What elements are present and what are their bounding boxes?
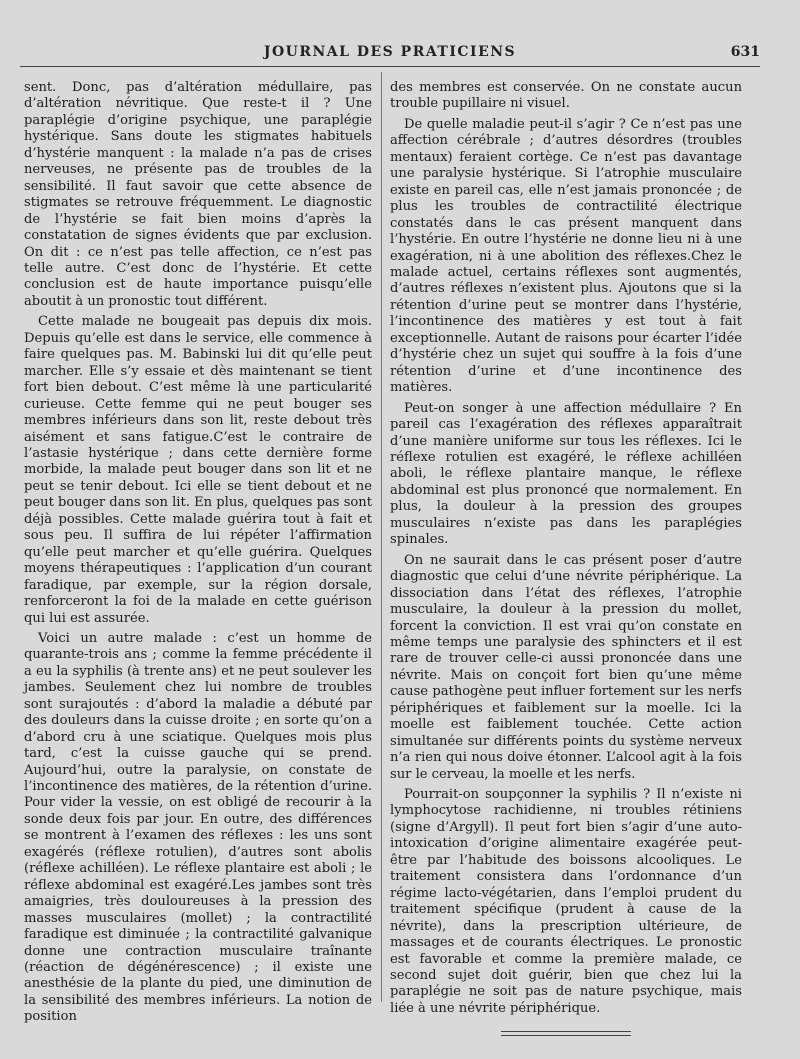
page-header xyxy=(20,44,760,67)
journal-title: JOURNAL DES PRATICIENS xyxy=(263,44,517,60)
paragraph: Peut-on songer à une affection médullaire ? En pareil cas l’exagération des réflexes apparaîtrait d’une manière uniforme sur tous les réflexes. Ici le réflexe rotulien est exagéré, le réflexe achilléen aboli, le réflexe plantaire manque, le réflexe abdominal est plus prononcé que normalement. En plus, la douleur à la pression des groupes musculaires n’existe pas dans les paraplégies spinales. xyxy=(390,400,742,548)
end-of-article-rule xyxy=(501,1031,631,1036)
page-number: 631 xyxy=(730,44,760,60)
paragraph: Cette malade ne bougeait pas depuis dix mois. Depuis qu’elle est dans le service, elle commence à faire quelques pas. M. Babinski lui dit qu’elle peut marcher. Elle s’y essaie et dès maintenant se tient fort bien debout. C’est même là une particularité curieuse. Cette femme qui ne peut bouger ses membres inférieurs dans son lit, reste debout très aisément et sans fatigue.C’est le contraire de l’astasie hystérique ; dans cette dernière forme morbide, la malade peut bouger dans son lit et ne peut se tenir debout. Ici elle se tient debout et ne peut bouger dans son lit. En plus, quelques pas sont déjà possibles. Cette malade guérira tout à fait et sous peu. Il suffira de lui répéter l’affirmation qu’elle peut marcher et qu’elle guérira. Quelques moyens thérapeutiques : l’application d’un courant faradique, par exemple, sur la région dorsale, renforceront la foi de la malade en cette guérison qui lui est assurée. xyxy=(24,314,372,626)
column-divider xyxy=(381,72,382,1002)
paragraph: des membres est conservée. On ne constate aucun trouble pupillaire ni visuel. xyxy=(390,80,742,112)
paragraph: Pourrait-on soupçonner la syphilis ? Il n’existe ni lymphocytose rachidienne, ni troubles rétiniens (signe d’Argyll). Il peut fort bien s’agir d’une auto-intoxication d’origine alimentaire exagérée peut-être par l’habitude des boissons alcooliques. Le traitement consistera dans l’ordonnance d’un régime lacto-végétarien, dans l’emploi prudent du traitement spécifique (prudent à cause de la névrite), dans la prescription ultérieure, de massages et de courants électriques. Le pronostic est favorable et comme la première malade, ce second sujet doit guérir, bien que chez lui la paraplégie ne soit pas de nature psychique, mais liée à une névrite périphérique. xyxy=(390,787,742,1016)
paragraph: De quelle maladie peut-il s’agir ? Ce n’est pas une affection cérébrale ; d’autres désordres (troubles mentaux) feraient cortège. Ce n’est pas davantage une paralysie hystérique. Si l’atrophie musculaire existe en pareil cas, elle n’est jamais prononcée ; de plus les troubles de contractilité électrique constatés dans le cas présent manquent dans l’hystérie. En outre l’hystérie ne donne lieu ni à une exagération, ni à une abolition des réflexes.Chez le malade actuel, certains réflexes sont augmentés, d’autres réflexes n’existent plus. Ajoutons que si la rétention d’urine peut se montrer dans l’hystérie, l’incontinence des matières y est tout à fait exceptionnelle. Autant de raisons pour écarter l’idée d’hystérie chez un sujet qui souffre à la fois d’une rétention d’urine et d’une incontinence des matières. xyxy=(390,116,742,396)
paragraph: Voici un autre malade : c’est un homme de quarante-trois ans ; comme la femme précédente il a eu la syphilis (à trente ans) et ne peut soulever les jambes. Seulement chez lui nombre de troubles sont surajoutés : d’abord la maladie a débuté par des douleurs dans la cuisse droite ; en sorte qu’on a d’abord cru à une sciatique. Quelques mois plus tard, c’est la cuisse gauche qui se prend. Aujourd’hui, outre la paralysie, on constate de l’incontinence des matières, de la rétention d’urine. Pour vider la vessie, on est obligé de recourir à la sonde deux fois par jour. En outre, des différences se montrent à l’examen des réflexes : les uns sont exagérés (réflexe rotulien), d’autres sont abolis (réflexe achilléen). Le réflexe plantaire est aboli ; le réflexe abdominal est exagéré.Les jambes sont très amaigries, très douloureuses à la pression des masses musculaires (mollet) ; la contractilité faradique est diminuée ; la contractilité galvanique donne une contraction musculaire traînante (réaction de dégénérescence) ; il existe une anesthésie de la plante du pied, une diminution de la sensibilité des membres inférieurs. La notion de position xyxy=(24,630,372,1025)
paragraph: sent. Donc, pas d’altération médullaire, pas d’altération névritique. Que reste-t il ? Une paraplégie d’origine psychique, une paraplégie hystérique. Sans doute les stigmates habituels d’hystérie manquent : la malade n’a pas de crises nerveuses, ne présente pas de troubles de la sensibilité. Il faut savoir que cette absence de stigmates se retrouve fréquemment. Le diagnostic de l’hystérie se fait bien moins d’après la constatation de signes évidents que par exclusion. On dit : ce n’est pas telle affection, ce n’est pas telle autre. C’est donc de l’hystérie. Et cette conclusion est de haute importance puisqu’elle aboutit à un pronostic tout différent. xyxy=(24,80,372,309)
right-column xyxy=(390,80,742,1036)
left-column xyxy=(24,80,372,1026)
paragraph: On ne saurait dans le cas présent poser d’autre diagnostic que celui d’une névrite périphérique. La dissociation dans l’état des réflexes, l’atrophie musculaire, la douleur à la pression du mollet, forcent la conviction. Il est vrai qu’on constate en même temps une paralysie des sphincters et il est rare de trouver celle-ci aussi prononcée dans une névrite. Mais on conçoit fort bien qu’une même cause pathogène peut influer fortement sur les nerfs périphériques et faiblement sur la moelle. Ici la moelle est faiblement touchée. Cette action simultanée sur différents points du système nerveux n’a rien qui nous doive étonner. L’alcool agit à la fois sur le cerveau, la moelle et les nerfs. xyxy=(390,552,742,782)
